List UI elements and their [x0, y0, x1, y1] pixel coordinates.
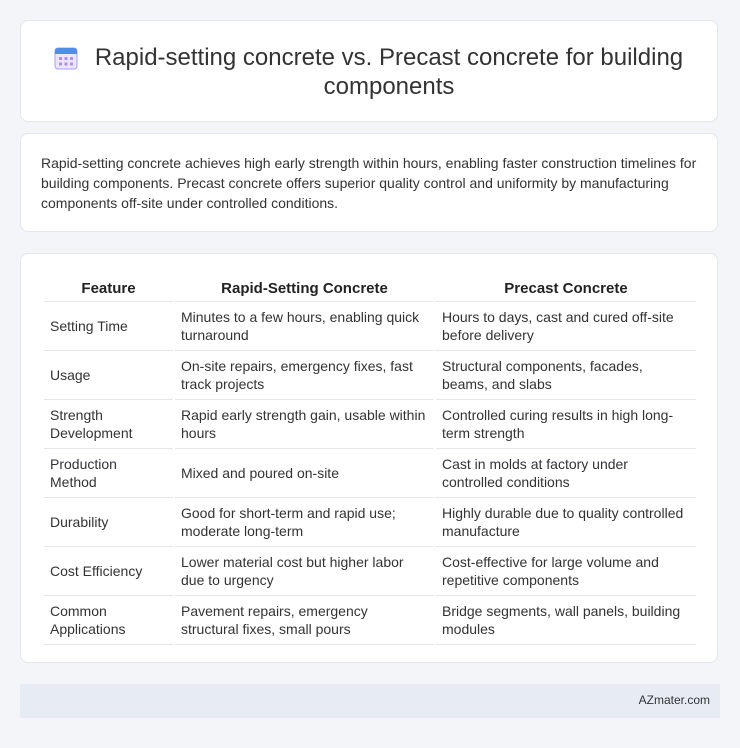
feature-cell: Cost Efficiency [44, 547, 173, 596]
feature-cell: Usage [44, 351, 173, 400]
precast-cell: Highly durable due to quality controlled manufacture [436, 498, 696, 547]
feature-cell: Strength Development [44, 400, 173, 449]
title-card [20, 20, 718, 122]
intro-card [20, 133, 718, 232]
rapid-setting-cell: Minutes to a few hours, enabling quick turnaround [175, 302, 434, 351]
feature-cell: Setting Time [44, 302, 173, 351]
table-row [44, 400, 696, 449]
precast-cell: Hours to days, cast and cured off-site before delivery [436, 302, 696, 351]
rapid-setting-cell: Pavement repairs, emergency structural fixes, small pours [175, 596, 434, 645]
header-feature: Feature [44, 274, 173, 302]
comparison-card [20, 253, 718, 663]
footer-bar [20, 684, 720, 718]
precast-cell: Cost-effective for large volume and repetitive components [436, 547, 696, 596]
table-row [44, 351, 696, 400]
header-rapid-setting: Rapid-Setting Concrete [175, 274, 434, 302]
rapid-setting-cell: Rapid early strength gain, usable within hours [175, 400, 434, 449]
table-row [44, 596, 696, 645]
precast-cell: Bridge segments, wall panels, building modules [436, 596, 696, 645]
precast-cell: Cast in molds at factory under controlled conditions [436, 449, 696, 498]
rapid-setting-cell: Lower material cost but higher labor due to urgency [175, 547, 434, 596]
precast-cell: Structural components, facades, beams, and slabs [436, 351, 696, 400]
feature-cell: Durability [44, 498, 173, 547]
comparison-table [42, 274, 698, 645]
table-row [44, 449, 696, 498]
rapid-setting-cell: Good for short-term and rapid use; moderate long-term [175, 498, 434, 547]
header-precast: Precast Concrete [436, 274, 696, 302]
rapid-setting-cell: On-site repairs, emergency fixes, fast track projects [175, 351, 434, 400]
table-row [44, 547, 696, 596]
table-header-row [44, 274, 696, 302]
precast-cell: Controlled curing results in high long-term strength [436, 400, 696, 449]
table-row [44, 302, 696, 351]
table-row [44, 498, 696, 547]
intro-text: Rapid-setting concrete achieves high early strength within hours, enabling faster construction timelines for building components. Precast concrete offers superior quality control and uniformity by manufacturing components off-site under controlled conditions. [41, 155, 697, 211]
page-title: Rapid-setting concrete vs. Precast concrete for building components [94, 44, 684, 100]
footer-site-link[interactable]: AZmater.com [638, 693, 710, 707]
feature-cell: Common Applications [44, 596, 173, 645]
feature-cell: Production Method [44, 449, 173, 498]
rapid-setting-cell: Mixed and poured on-site [175, 449, 434, 498]
